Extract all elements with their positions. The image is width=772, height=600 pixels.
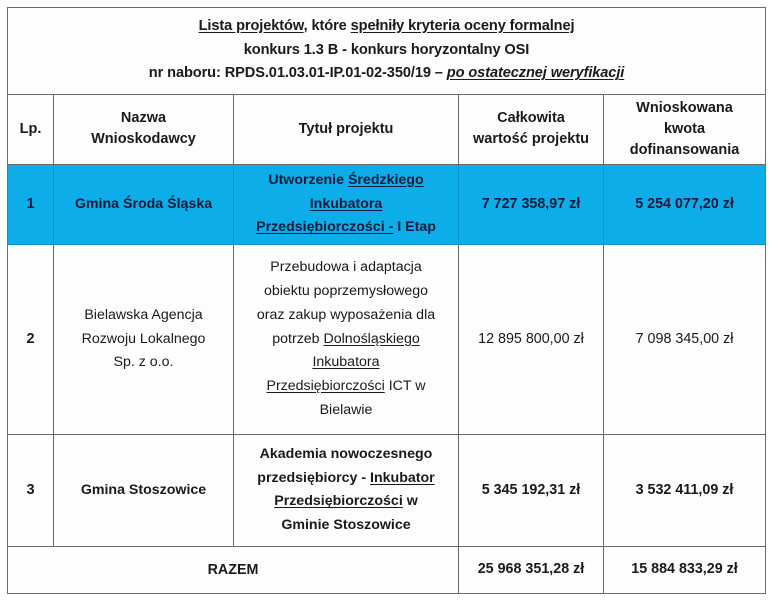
project-title-line — [243, 256, 449, 280]
title-row — [8, 8, 766, 95]
table-row[interactable] — [8, 434, 766, 546]
title-line-1-seg-1: Lista projektów — [198, 18, 304, 34]
project-title-segment-underlined: Inkubator — [370, 469, 435, 486]
table-total-row — [8, 546, 766, 593]
table-row[interactable] — [8, 164, 766, 244]
table-header-row — [8, 94, 766, 164]
total-label: RAZEM — [8, 546, 459, 593]
project-title-segment-underlined: Dolnośląskiego — [323, 330, 420, 347]
cell-project-title — [234, 244, 459, 434]
project-title-line — [243, 490, 449, 514]
cell-project-title — [234, 434, 459, 546]
applicant-line: Bielawska Agencja — [84, 306, 203, 323]
cell-requested-amount: 5 254 077,20 zł — [604, 164, 766, 244]
project-title-segment-underlined: Średzkiego — [347, 171, 424, 188]
project-title-segment: Utworzenie — [268, 171, 348, 188]
project-title-segment: przedsiębiorcy - — [257, 469, 371, 486]
cell-applicant: Gmina Stoszowice — [54, 434, 234, 546]
title-line-2: konkurs 1.3 B - konkurs horyzontalny OSI — [243, 41, 530, 58]
column-header-applicant-line2: Wnioskodawcy — [91, 131, 196, 148]
column-header-project-title: Tytuł projektu — [234, 94, 459, 164]
total-requested-amount: 15 884 833,29 zł — [604, 546, 766, 593]
document-title-cell — [8, 8, 766, 95]
projects-table — [7, 7, 766, 594]
cell-project-title — [234, 164, 459, 244]
project-title-line — [243, 193, 449, 217]
cell-requested-amount: 3 532 411,09 zł — [604, 434, 766, 546]
project-title-segment-underlined: Przedsiębiorczości - — [256, 219, 394, 236]
project-title-segment: oraz zakup wyposażenia dla — [256, 306, 436, 323]
column-header-applicant — [54, 94, 234, 164]
column-header-total-value-line1: Całkowita — [497, 110, 565, 127]
project-title-line — [243, 351, 449, 375]
column-header-lp: Lp. — [8, 94, 54, 164]
project-title-segment: Przebudowa i adaptacja — [270, 258, 422, 275]
project-title-segment-underlined: Inkubatora — [312, 354, 380, 371]
project-title-segment: Bielawie — [319, 402, 373, 419]
column-header-total-value — [459, 94, 604, 164]
cell-total-value: 5 345 192,31 zł — [459, 434, 604, 546]
column-header-total-value-line2: wartość projektu — [472, 131, 590, 148]
project-title-segment: Akademia nowoczesnego — [259, 445, 433, 462]
project-title-segment: w — [402, 493, 418, 510]
project-title-line — [243, 375, 449, 399]
project-title-segment: I Etap — [393, 219, 436, 236]
column-header-requested-amount — [604, 94, 766, 164]
project-title-segment: obiektu poprzemysłowego — [263, 282, 429, 299]
project-title-line — [243, 169, 449, 193]
project-title-line — [243, 514, 449, 538]
cell-lp: 1 — [8, 164, 54, 244]
title-line-1 — [14, 15, 759, 39]
project-title-line — [243, 399, 449, 423]
cell-applicant — [54, 244, 234, 434]
cell-total-value: 7 727 358,97 zł — [459, 164, 604, 244]
project-title-segment-underlined: Przedsiębiorczości — [266, 378, 385, 395]
column-header-applicant-line1: Nazwa — [120, 110, 167, 127]
title-line-3-seg-2: po ostatecznej weryfikacji — [446, 65, 625, 82]
project-title-segment-underlined: Przedsiębiorczości — [274, 493, 403, 510]
title-line-1-seg-2: , które — [303, 18, 351, 34]
project-title-segment: Gminie Stoszowice — [281, 517, 411, 534]
applicant-line: Rozwoju Lokalnego — [81, 330, 206, 347]
project-title-line — [243, 304, 449, 328]
project-title-segment: ICT w — [384, 378, 426, 395]
table-row[interactable] — [8, 244, 766, 434]
title-line-1-seg-3: spełniły kryteria oceny formalnej — [350, 18, 575, 34]
title-line-3-seg-1: nr naboru: RPDS.01.03.01-IP.01-02-350/19 – — [148, 65, 447, 82]
project-title-line — [243, 443, 449, 467]
cell-applicant: Gmina Środa Śląska — [54, 164, 234, 244]
project-title-line — [243, 216, 449, 240]
applicant-line: Sp. z o.o. — [113, 354, 174, 371]
column-header-requested-amount-line1: Wnioskowana — [636, 99, 733, 116]
project-title-line — [243, 280, 449, 304]
project-title-line — [243, 467, 449, 491]
column-header-requested-amount-line2: kwota — [663, 120, 706, 137]
total-value: 25 968 351,28 zł — [459, 546, 604, 593]
cell-lp: 2 — [8, 244, 54, 434]
cell-requested-amount: 7 098 345,00 zł — [604, 244, 766, 434]
project-title-line — [243, 328, 449, 352]
cell-total-value: 12 895 800,00 zł — [459, 244, 604, 434]
cell-lp: 3 — [8, 434, 54, 546]
project-title-segment-underlined: Inkubatora — [309, 195, 383, 212]
title-line-3 — [14, 62, 759, 86]
column-header-requested-amount-line3: dofinansowania — [629, 141, 740, 158]
project-title-segment: potrzeb — [272, 330, 324, 347]
